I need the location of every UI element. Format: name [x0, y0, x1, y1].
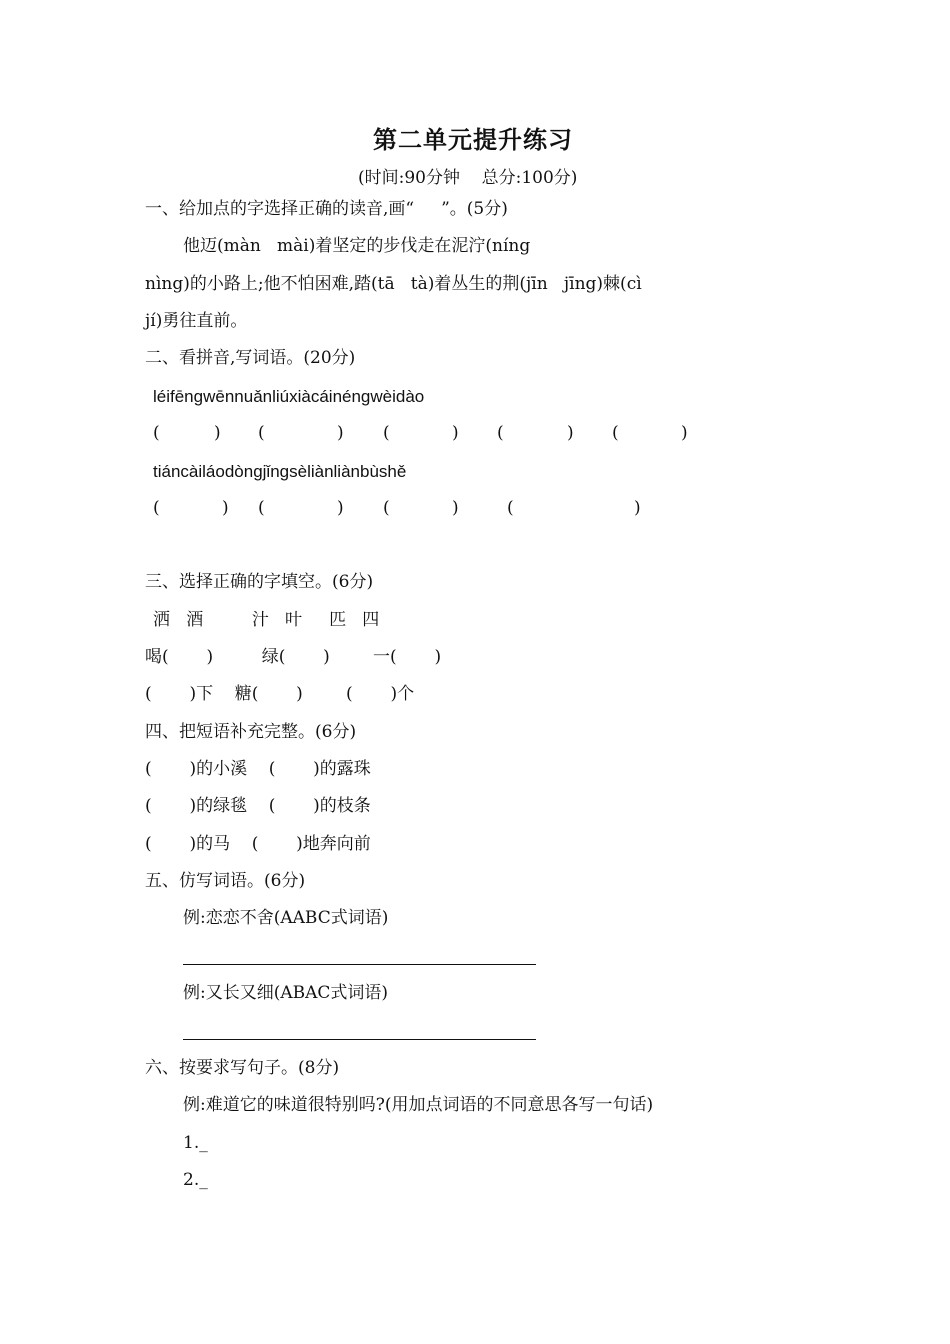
answer-blank-close: ): [214, 423, 221, 443]
answer-blank-close: ): [634, 498, 641, 518]
q5-heading: 五、仿写词语。(6分): [145, 871, 306, 891]
q3-row-1: 喝( ) 绿( ) 一( ): [145, 647, 442, 667]
answer-blank-open: (: [497, 423, 504, 443]
answer-blank-close: ): [337, 423, 344, 443]
answer-blank-close: ): [567, 423, 574, 443]
q4-heading: 四、把短语补充完整。(6分): [145, 722, 357, 742]
q2-heading: 二、看拼音,写词语。(20分): [145, 348, 356, 368]
answer-blank-close: ): [452, 498, 459, 518]
page-title: 第二单元提升练习: [373, 125, 573, 154]
answer-blank-open: (: [383, 498, 390, 518]
q3-heading: 三、选择正确的字填空。(6分): [145, 572, 374, 592]
q3-choices: 洒 酒 汁 叶 匹 四: [153, 610, 380, 630]
page-subtitle: (时间:90分钟 总分:100分): [358, 168, 578, 188]
q4-row-1: ( )的小溪 ( )的露珠: [145, 759, 371, 779]
answer-blank-open: (: [153, 498, 160, 518]
q2-pinyin-row-1: léifēngwēnnuǎnliúxiàcáinéngwèidào: [153, 387, 425, 406]
q1-line-1: 他迈(màn mài)着坚定的步伐走在泥泞(níng: [183, 236, 531, 256]
q4-row-2: ( )的绿毯 ( )的枝条: [145, 796, 371, 816]
q4-row-3: ( )的马 ( )地奔向前: [145, 834, 371, 854]
answer-blank-open: (: [612, 423, 619, 443]
q5-example-1: 例:恋恋不舍(AABC式词语): [183, 908, 389, 928]
q1-line-2: nìng)的小路上;他不怕困难,踏(tā tà)着丛生的荆(jīn jīng)棘(cì: [145, 274, 642, 294]
q5-example-2: 例:又长又细(ABAC式词语): [183, 983, 389, 1003]
answer-blank-open: (: [507, 498, 514, 518]
answer-blank-open: (: [153, 423, 160, 443]
q1-heading: 一、给加点的字选择正确的读音,画“ ”。(5分): [145, 199, 508, 219]
q6-example: 例:难道它的味道很特别吗?(用加点词语的不同意思各写一句话): [183, 1095, 654, 1115]
q6-item-2[interactable]: 2._: [183, 1170, 208, 1190]
q2-pinyin-row-2: tiáncàiláodòngjǐngsèliànliànbùshě: [153, 462, 407, 481]
q5-answer-line-2[interactable]: [183, 1039, 536, 1040]
answer-blank-open: (: [383, 423, 390, 443]
answer-blank-close: ): [222, 498, 229, 518]
answer-blank-close: ): [452, 423, 459, 443]
q6-item-1[interactable]: 1._: [183, 1133, 208, 1153]
q6-heading: 六、按要求写句子。(8分): [145, 1058, 340, 1078]
q1-line-3: jí)勇往直前。: [145, 311, 248, 331]
q3-row-2: ( )下 糖( ) ( )个: [145, 684, 415, 704]
answer-blank-close: ): [681, 423, 688, 443]
answer-blank-open: (: [258, 423, 265, 443]
answer-blank-open: (: [258, 498, 265, 518]
q5-answer-line-1[interactable]: [183, 964, 536, 965]
answer-blank-close: ): [337, 498, 344, 518]
